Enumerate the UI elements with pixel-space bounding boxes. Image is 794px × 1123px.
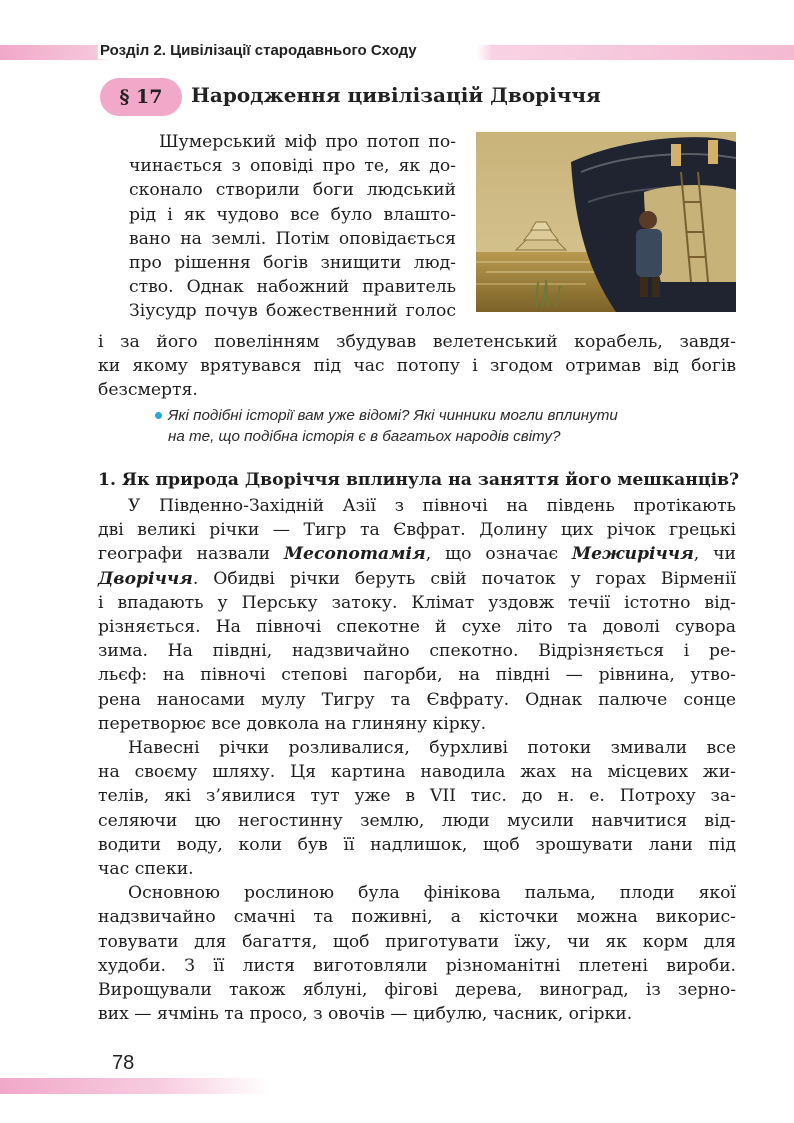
text-line: дві великі річки — Тигр та Євфрат. Долину цих річок грецькі [98,520,736,541]
intro-line: вано на землі. Потім оповідається [129,228,456,249]
footer-decor-bar [0,1078,270,1094]
intro-line: безсмертя. [98,380,198,401]
text-line: Навесні річки розливалися, бурхливі потоки змивали все [128,738,736,759]
text-line: товувати для багаття, щоб приготувати їжу, чи як корм для [98,931,736,952]
text-line: водити воду, коли був її надлишок, щоб зрошувати лани під [98,834,736,855]
text-line [98,542,736,566]
paragraph-number-badge: § 17 [100,78,182,116]
text-fragment: географи назвали [98,544,284,565]
text-fragment: , чи [693,544,736,565]
text-line: Основною рослиною була фінікова пальма, плоди якої [128,883,736,904]
question-line: на те, що подібна історія є в багатьох народів світу? [168,428,561,445]
text-line: на своєму шляху. Ця картина наводила жах на місцевих жи- [98,762,736,783]
intro-line: ство. Однак набожний правитель [129,277,456,298]
text-line: Вирощували також яблуні, фігові дерева, виноград, із зерно- [98,980,736,1001]
intro-text [129,130,456,324]
bullet-icon [155,412,162,419]
text-line: льєф: на півночі степові пагорби, на півдні — рівнина, утво- [98,665,736,686]
text-line: У Південно-Західній Азії з півночі на південь протікають [128,496,736,516]
text-line: надзвичайно смачні та поживні, а кісточки можна викорис- [98,907,736,928]
intro-line: Шумерський міф про потоп по- [159,132,456,152]
intro-line: про рішення богів знищити люд- [129,253,456,274]
text-line: рена наносами мулу Тигру та Євфрату. Однак палюче сонце [98,689,736,710]
term-dvorichchia: Дворіччя [98,568,193,589]
text-line [98,567,736,591]
text-fragment: . Обидві річки беруть свій початок у горах Вірменії [192,568,736,589]
text-line: телів, які з’явилися тут уже в VII тис. до н. е. Потроху за- [98,786,736,807]
question-block [168,405,738,447]
intro-line: рід і як чудово все було влашто- [129,204,456,225]
question-line: Які подібні історії вам уже відомі? Які чинники могли вплинути [168,407,618,424]
intro-line: чинається з оповіді про те, як до- [129,156,456,177]
intro-line: і за його повелінням збудував велетенський корабель, завдя- [98,332,736,352]
intro-line: ки якому врятувався під час потопу і згодом отримав від богів [98,356,736,377]
section-body [98,494,736,1026]
text-line: і впадають у Перську затоку. Клімат уздовж течії істотно від- [98,592,736,613]
text-line: перетворює все довкола на глиняну кірку. [98,713,487,734]
section-heading: 1. Як природа Дворіччя вплинула на заняття його мешканців? [98,470,740,490]
flood-ark-illustration [476,132,736,312]
intro-line: сконало створили боги людський [129,180,456,201]
paragraph-title: Народження цивілізацій Дворіччя [191,83,601,107]
text-fragment: , що означає [425,544,573,565]
page-number: 78 [112,1052,135,1074]
intro-text-continued [98,330,736,403]
text-line: вих — ячмінь та просо, з овочів — цибулю, часник, огірки. [98,1004,633,1025]
chapter-header: Розділ 2. Цивілізації стародавнього Сходу [98,42,423,59]
text-line: зима. На півдні, надзвичайно спекотно. Відрізняється і ре- [98,641,736,662]
term-mezhyrichchia: Межиріччя [572,544,694,565]
text-line: час спеки. [98,859,194,880]
text-line: селяючи цю негостинну землю, люди мусили навчитися від- [98,810,736,831]
term-mesopotamia: Месопотамія [283,544,426,565]
text-line: різняється. На півночі спекотне й сухе літо та доволі сувора [98,617,736,638]
intro-line: Зіусудр почув божественний голос [129,301,456,322]
text-line: худоби. З її листя виготовляли різноманітні плетені вироби. [98,955,736,976]
